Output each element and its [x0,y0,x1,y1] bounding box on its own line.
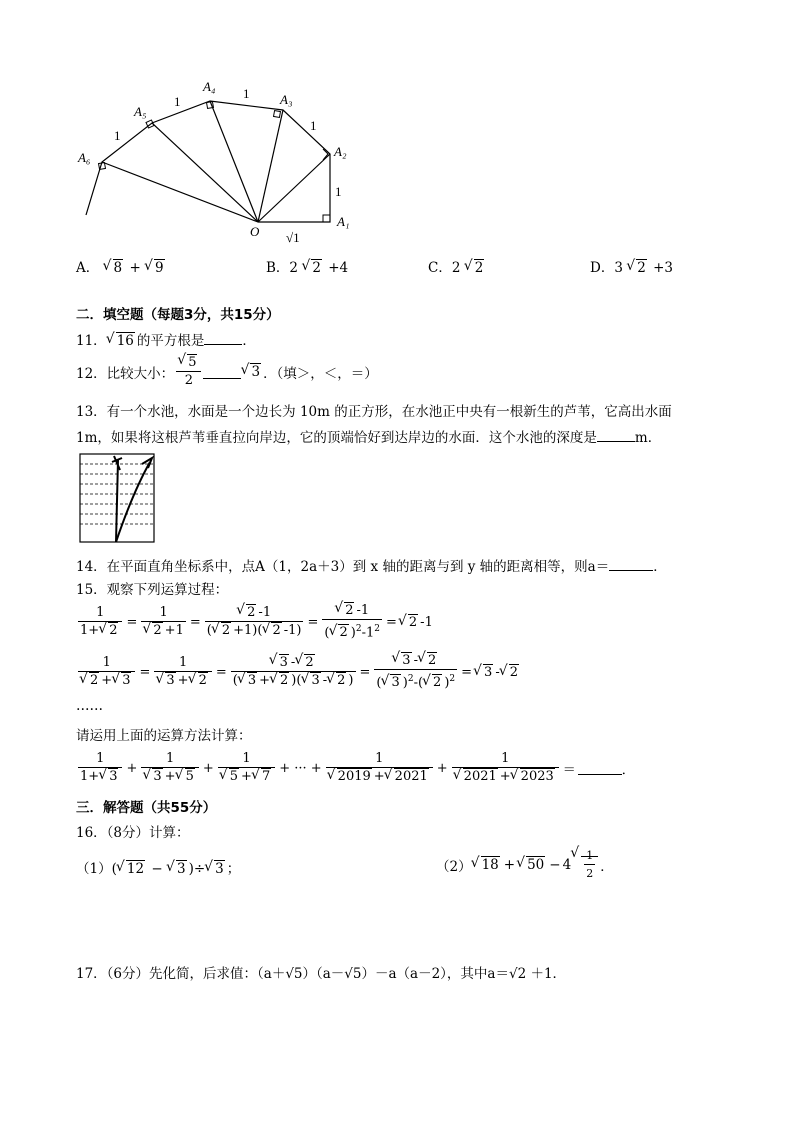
question-16-part-2: （2） √ 18 + √ 50 − 4 √ $\frac{1}{2}$ ． [436,847,614,883]
label-seg-3: 1 [243,86,250,101]
question-16-head: 16．（8分）计算： [76,825,190,841]
question-15-intro: 15．观察下列运算过程： [76,582,229,598]
pond-reed-figure [78,452,158,544]
label-a3: A₃ [280,92,293,107]
answer-blank-12[interactable] [203,366,241,379]
question-13-line1: 13．有一个水池，水面是一个边长为 10m 的正方形，在水池正中央有一根新生的芦苇，它高出水面 [76,404,672,420]
section-3-title: 三．解答题（共55分） [76,800,217,816]
answer-blank-14[interactable] [609,558,653,571]
label-a2: A₂ [334,144,347,159]
question-13-line2: 1m，如果将这根芦苇垂直拉向岸边，它的顶端恰好到达岸边的水面．这个水池的深度是 m． [76,430,662,446]
outer-polyline [86,101,330,222]
question-11: 11．√ 16 的平方根是 ． [76,329,256,349]
label-a5: A₅ [134,104,147,119]
question-16-part-1: （1）(√ 12 − √ 3 )÷√ 3 ； [76,857,240,877]
option-b[interactable]: B．2 √ 2 +4 [266,256,348,276]
question-12: 12．比较大小： √ $\frac{5}{2}$ √ 3 ．（填＞，＜，＝） [76,354,378,390]
question-17: 17．（6分）先化简，后求值：（a＋√5）（a－√5）－a（a－2），其中a＝√2 ＋1． [76,966,567,982]
spoke-oa3 [258,110,283,222]
spiral-triangle-figure [70,70,370,250]
answer-blank-11[interactable] [204,332,242,345]
option-d[interactable]: D．3 √ 2 +3 [590,256,673,276]
spoke-oa2 [258,154,330,222]
q15-ellipsis: …… [76,698,103,714]
option-a[interactable]: A． √ 8 + √ 9 [76,256,167,276]
section-2-title: 二．填空题（每题3分，共15分） [76,307,280,323]
q15-sum-expression: $\frac{1}{1+√ 3}$ + 1 √ 3 +√ 5 + 1 √ 5 +√ 7 + ··· + 1 √ 2019 +√ 2021 + 1 √ 2021 +√ 2023 ＝ ． [76,750,635,786]
label-a4: A₄ [203,79,216,94]
label-seg-2: 1 [310,118,317,133]
label-a6: A₆ [78,150,91,165]
question-14: 14．在平面直角坐标系中，点A（1，2a＋3）到 x 轴的距离与到 y 轴的距离相等，则a＝ ． [76,559,667,575]
q15-example-2: 1 √ 2 +√ 3 = 1 √ 3 +√ 2 = √ $\frac{3 -√ 2}{(√ 3 +√ 2 )(√ 3 -√ 2 )}$ = √ $\frac{3 -√ 2}{(√ 3 )^2-(√ 2 )^2}$ = √ 3 - √ 2 [76,652,521,692]
label-o: O [250,224,260,239]
label-seg-1: 1 [335,184,342,199]
answer-blank-15[interactable] [578,762,622,775]
q15-prompt: 请运用上面的运算方法计算： [76,728,252,744]
option-c[interactable]: C．2 √ 2 [428,256,486,276]
label-seg-4: 1 [174,94,181,109]
q15-example-1: $\frac{1}{1+√ 2}$ = 1 √ 2 +1 = √ $\frac{2 -1}{(√ 2 +1)(√ 2 -1)}$ = √ $\frac{2 -1}{(√ 2 )^2-1^2}$ = √ 2 -1 [76,602,433,642]
label-a1: A₁ [337,214,350,229]
answer-blank-13[interactable] [597,429,635,442]
label-base: √1 [286,230,300,245]
label-seg-5: 1 [114,128,121,143]
spoke-oa4 [210,101,258,222]
spoke-oa5 [152,123,258,222]
spoke-oa6 [102,162,258,222]
